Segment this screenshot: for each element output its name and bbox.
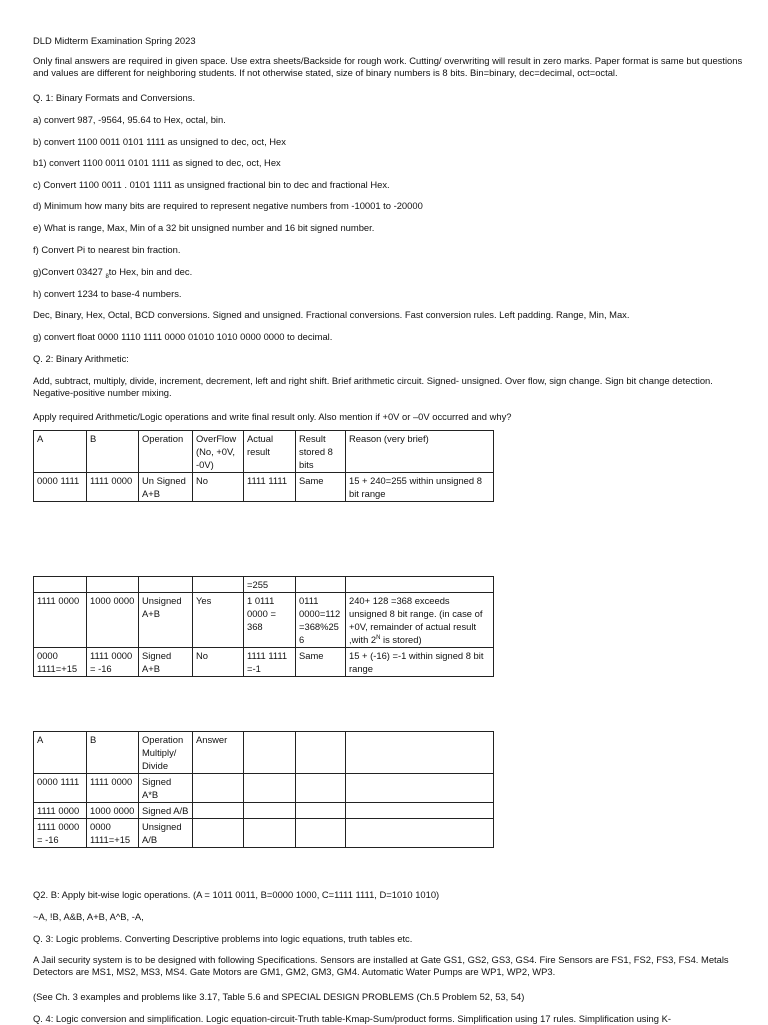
q1-part-g-base: 8 [105,273,109,280]
q1-part-h: h) convert 1234 to base-4 numbers. [33,288,182,299]
table-row [34,803,494,819]
header-cell: Answer [193,732,244,774]
q1-part-b: b) convert 1100 0011 0101 1111 as unsigned to dec, oct, Hex [33,136,286,147]
table-cell: Signed A*B [139,774,193,803]
table-cell [296,803,346,819]
q2-topics: Add, subtract, multiply, divide, increment, decrement, left and right shift. Brief arithmetic circuit. Signed- unsigned. Over flow, sign change. Sign bit change detection. Negative-positive number mixing. [33,375,713,398]
header-cell: Operation Multiply/ Divide [139,732,193,774]
header-cell [244,732,296,774]
table-cell [346,774,494,803]
table-header-row [34,732,494,774]
table-cell: 1111 0000 [87,473,139,502]
exam-title: DLD Midterm Examination Spring 2023 [33,35,196,46]
q1-part-g-text: g)Convert 03427 [33,266,106,277]
instructions-paragraph: Only final answers are required in given space. Use extra sheets/Backside for rough work. Cutting/ overwriting will result in zero marks. Paper format is same but questions and values are different for neighboring students. If not otherwise stated, size of binary numbers is 8 bits. Bin=binary, dec=decimal, oct=octal. [33,55,743,78]
table-cell: Signed A+B [139,648,193,677]
header-cell: Result stored 8 bits [296,431,346,473]
header-cell: B [87,431,139,473]
arith-table-1 [33,430,494,502]
table-cell [193,774,244,803]
header-cell: A [34,732,87,774]
table-cell [87,577,139,593]
header-cell [296,732,346,774]
table-row [34,819,494,848]
header-cell: Operation [139,431,193,473]
q2b-heading: Q2. B: Apply bit-wise logic operations. (A = 1011 0011, B=0000 1000, C=1111 1111, D=1010 1010) [33,889,440,900]
table-cell: Signed A/B [139,803,193,819]
header-cell: A [34,431,87,473]
table-cell [193,803,244,819]
q1-part-a: a) convert 987, -9564, 95.64 to Hex, octal, bin. [33,114,226,125]
table-row [34,648,494,677]
q1-topics: Dec, Binary, Hex, Octal, BCD conversions. Signed and unsigned. Fractional conversions. Fast conversion rules. Left padding. Range, Min, Max. [33,309,630,320]
table-cell: Yes [193,593,244,648]
table-cell: Same [296,648,346,677]
header-cell: OverFlow (No, +0V, -0V) [193,431,244,473]
q2b-operations: ~A, !B, A&B, A+B, A^B, -A, [33,911,144,922]
table-cell: 1000 0000 [87,593,139,648]
reason-text: 240+ 128 =368 exceeds unsigned 8 bit range. (in case of +0V, remainder of actual result ,with [349,595,483,645]
table-cell: 1111 0000 = -16 [34,819,87,848]
table-cell: 0000 1111 [34,473,87,502]
q1-part-c: c) Convert 1100 0011 . 0101 1111 as unsigned fractional bin to dec and fractional Hex. [33,179,390,190]
q3-text: A Jail security system is to be designed with following Specifications. Sensors are installed at Gate GS1, GS2, GS3, GS4. Fire Sensors are FS1, FS2, FS3, FS4. Metals Detectors are MS1, MS2, MS3, MS4. Gate Motors are GM1, GM2, GM3, GM4. Automatic Water Pumps are WP1, WP2, WP3. [33,954,729,977]
muldiv-table [33,731,494,848]
table-cell: 0000 1111=+15 [34,648,87,677]
reason-text-tail: is stored) [380,634,422,645]
q1-part-g-text-tail: to Hex, bin and dec. [108,266,193,277]
table-cell: 1111 0000 [87,774,139,803]
q3-heading: Q. 3: Logic problems. Converting Descriptive problems into logic equations, truth tables etc. [33,933,413,944]
q1-part-d: d) Minimum how many bits are required to represent negative numbers from -10001 to -20000 [33,200,423,211]
table-cell [244,803,296,819]
table-cell: 1111 1111 [244,473,296,502]
table-row [34,593,494,648]
table-cell [193,819,244,848]
q4-heading: Q. 4: Logic conversion and simplification. Logic equation-circuit-Truth table-Kmap-Sum/product forms. Simplification using 17 rules. Simplification using K- [33,1013,671,1024]
q3-see-note: (See Ch. 3 examples and problems like 3.17, Table 5.6 and SPECIAL DESIGN PROBLEMS (Ch.5 Problem 52, 53, 54) [33,991,525,1002]
header-cell: Reason (very brief) [346,431,494,473]
table-cell [346,819,494,848]
table-cell [346,803,494,819]
table-cell [139,577,193,593]
table-cell: 0000 1111=+15 [87,819,139,848]
table-cell: Unsigned A/B [139,819,193,848]
header-cell: Actual result [244,431,296,473]
header-cell: B [87,732,139,774]
table-cell: 1000 0000 [87,803,139,819]
table-row [34,577,494,593]
table-cell [296,774,346,803]
q1-part-e: e) What is range, Max, Min of a 32 bit unsigned number and 16 bit signed number. [33,222,375,233]
table-cell: 1111 0000 = -16 [87,648,139,677]
table-row [34,473,494,502]
table-header-row [34,431,494,473]
table-cell: Un Signed A+B [139,473,193,502]
table-cell: Same [296,473,346,502]
table-cell: No [193,648,244,677]
table-cell: =255 [244,577,296,593]
reason-power-base: 2 [370,634,377,645]
table-cell [296,577,346,593]
table-cell [244,774,296,803]
table-cell: 0000 1111 [34,774,87,803]
table-cell: 1111 0000 [34,593,87,648]
reason-power-exponent: N [376,634,381,641]
table-cell: 15 + 240=255 within unsigned 8 bit range [346,473,494,502]
table-cell-reason [346,593,494,648]
q1-part-g2: g) convert float 0000 1110 1111 0000 01010 1010 0000 0000 to decimal. [33,331,333,342]
table-cell [34,577,87,593]
table-cell: 15 + (-16) =-1 within signed 8 bit range [346,648,494,677]
table-cell [193,577,244,593]
q1-part-f: f) Convert Pi to nearest bin fraction. [33,244,181,255]
header-cell [346,732,494,774]
table-cell [244,819,296,848]
q2-instruction: Apply required Arithmetic/Logic operations and write final result only. Also mention if +0V or –0V occurred and why? [33,411,512,422]
q1-heading: Q. 1: Binary Formats and Conversions. [33,92,196,103]
table-row [34,774,494,803]
table-cell: 0111 0000=112 =368%256 [296,593,346,648]
table-cell: Unsigned A+B [139,593,193,648]
arith-table-2 [33,576,494,677]
q2-heading: Q. 2: Binary Arithmetic: [33,353,129,364]
table-cell [346,577,494,593]
table-cell: 1111 1111 =-1 [244,648,296,677]
q1-part-b1: b1) convert 1100 0011 0101 1111 as signed to dec, oct, Hex [33,157,281,168]
table-cell: 1111 0000 [34,803,87,819]
q1-part-g [33,266,192,283]
table-cell: 1 0111 0000 = 368 [244,593,296,648]
table-cell: No [193,473,244,502]
table-cell [296,819,346,848]
